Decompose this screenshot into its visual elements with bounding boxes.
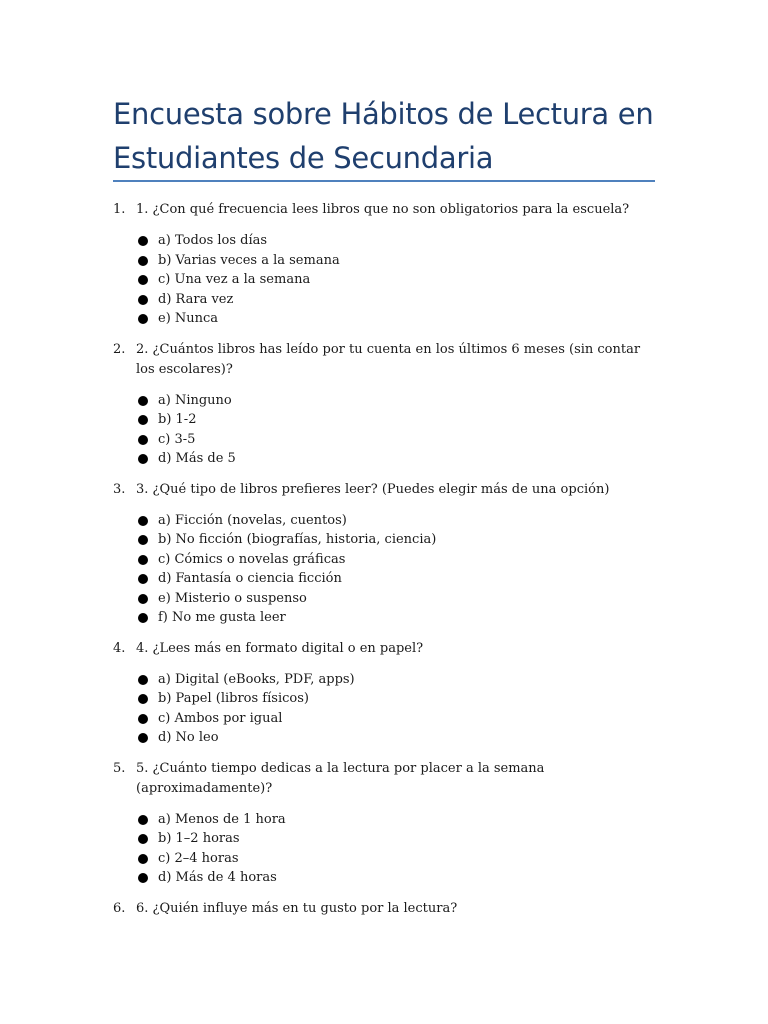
- option-item: [113, 849, 655, 869]
- bullet-icon: [138, 733, 148, 743]
- option-label: f) No me gusta leer: [158, 610, 286, 625]
- option-list: [113, 231, 655, 329]
- option-list: [113, 511, 655, 628]
- option-label: b) No ficción (biografías, historia, ciencia): [158, 532, 437, 547]
- document-title: Encuesta sobre Hábitos de Lectura en Estudiantes de Secundaria: [113, 97, 654, 175]
- option-label: b) 1-2: [158, 412, 197, 427]
- bullet-icon: [138, 256, 148, 266]
- option-item: [113, 569, 655, 589]
- bullet-icon: [138, 873, 148, 883]
- option-item: [113, 430, 655, 450]
- bullet-icon: [138, 295, 148, 305]
- option-item: [113, 810, 655, 830]
- option-label: d) Rara vez: [158, 291, 234, 307]
- option-label: e) Nunca: [158, 311, 219, 326]
- bullet-icon: [138, 415, 148, 425]
- title-underline: [113, 180, 655, 182]
- question-block-3: [113, 480, 655, 628]
- bullet-icon: [138, 815, 148, 825]
- bullet-icon: [138, 694, 148, 704]
- option-label: c) 3-5: [158, 431, 196, 447]
- option-label: c) Cómics o novelas gráficas: [158, 551, 346, 567]
- option-item: [113, 290, 655, 310]
- bullet-icon: [138, 675, 148, 685]
- option-label: a) Digital (eBooks, PDF, apps): [158, 671, 355, 687]
- option-item: [113, 550, 655, 570]
- option-list: [113, 810, 655, 888]
- option-item: [113, 728, 655, 748]
- question-text: 1. ¿Con qué frecuencia lees libros que no son obligatorios para la escuela?: [136, 202, 630, 217]
- question-number: 5.: [113, 760, 126, 776]
- option-label: d) Fantasía o ciencia ficción: [158, 571, 342, 586]
- option-item: [113, 449, 655, 469]
- option-item: [113, 231, 655, 251]
- option-label: c) Una vez a la semana: [158, 272, 311, 287]
- bullet-icon: [138, 555, 148, 565]
- option-item: [113, 270, 655, 290]
- question-text: 3. ¿Qué tipo de libros prefieres leer? (Puedes elegir más de una opción): [136, 481, 610, 497]
- bullet-icon: [138, 396, 148, 406]
- option-item: [113, 689, 655, 709]
- bullet-icon: [138, 275, 148, 285]
- question-4: [113, 639, 655, 659]
- option-item: [113, 251, 655, 271]
- question-number: 3.: [113, 481, 126, 497]
- bullet-icon: [138, 516, 148, 526]
- question-text: 6. ¿Quién influye más en tu gusto por la lectura?: [136, 900, 458, 916]
- survey-questions: [113, 200, 655, 930]
- option-label: a) Todos los días: [158, 233, 268, 248]
- question-number: 6.: [113, 900, 126, 916]
- option-label: d) Más de 5: [158, 451, 236, 466]
- option-label: c) Ambos por igual: [158, 710, 283, 726]
- question-3: [113, 480, 655, 500]
- bullet-icon: [138, 236, 148, 246]
- question-text: 4. ¿Lees más en formato digital o en papel?: [136, 640, 424, 656]
- option-label: b) Papel (libros físicos): [158, 691, 309, 706]
- bullet-icon: [138, 613, 148, 623]
- question-5: [113, 759, 655, 799]
- bullet-icon: [138, 834, 148, 844]
- question-block-2: [113, 340, 655, 469]
- option-label: b) 1–2 horas: [158, 831, 240, 846]
- bullet-icon: [138, 854, 148, 864]
- question-text: 2. ¿Cuántos libros has leído por tu cuenta en los últimos 6 meses (sin contar los escolares)?: [136, 341, 641, 377]
- option-label: a) Ficción (novelas, cuentos): [158, 512, 347, 528]
- option-label: a) Menos de 1 hora: [158, 811, 286, 827]
- question-text: 5. ¿Cuánto tiempo dedicas a la lectura por placer a la semana (aproximadamente)?: [136, 760, 545, 796]
- option-label: a) Ninguno: [158, 392, 232, 408]
- option-list: [113, 391, 655, 469]
- option-item: [113, 589, 655, 609]
- bullet-icon: [138, 574, 148, 584]
- option-label: d) No leo: [158, 730, 219, 745]
- question-number: 2.: [113, 341, 126, 357]
- question-6: [113, 899, 655, 919]
- option-item: [113, 709, 655, 729]
- option-item: [113, 410, 655, 430]
- option-item: [113, 309, 655, 329]
- question-1: [113, 200, 655, 220]
- question-block-6: [113, 899, 655, 919]
- bullet-icon: [138, 714, 148, 724]
- option-label: b) Varias veces a la semana: [158, 252, 340, 268]
- option-list: [113, 670, 655, 748]
- question-2: [113, 340, 655, 380]
- option-item: [113, 829, 655, 849]
- option-item: [113, 391, 655, 411]
- bullet-icon: [138, 435, 148, 445]
- option-item: [113, 530, 655, 550]
- option-item: [113, 868, 655, 888]
- bullet-icon: [138, 314, 148, 324]
- question-number: 4.: [113, 640, 126, 656]
- bullet-icon: [138, 454, 148, 464]
- question-number: 1.: [113, 202, 126, 217]
- option-item: [113, 511, 655, 531]
- option-label: e) Misterio o suspenso: [158, 590, 307, 606]
- question-block-5: [113, 759, 655, 888]
- question-block-4: [113, 639, 655, 748]
- option-item: [113, 608, 655, 628]
- bullet-icon: [138, 535, 148, 545]
- option-label: d) Más de 4 horas: [158, 870, 277, 885]
- question-block-1: [113, 200, 655, 329]
- bullet-icon: [138, 594, 148, 604]
- option-label: c) 2–4 horas: [158, 850, 239, 866]
- option-item: [113, 670, 655, 690]
